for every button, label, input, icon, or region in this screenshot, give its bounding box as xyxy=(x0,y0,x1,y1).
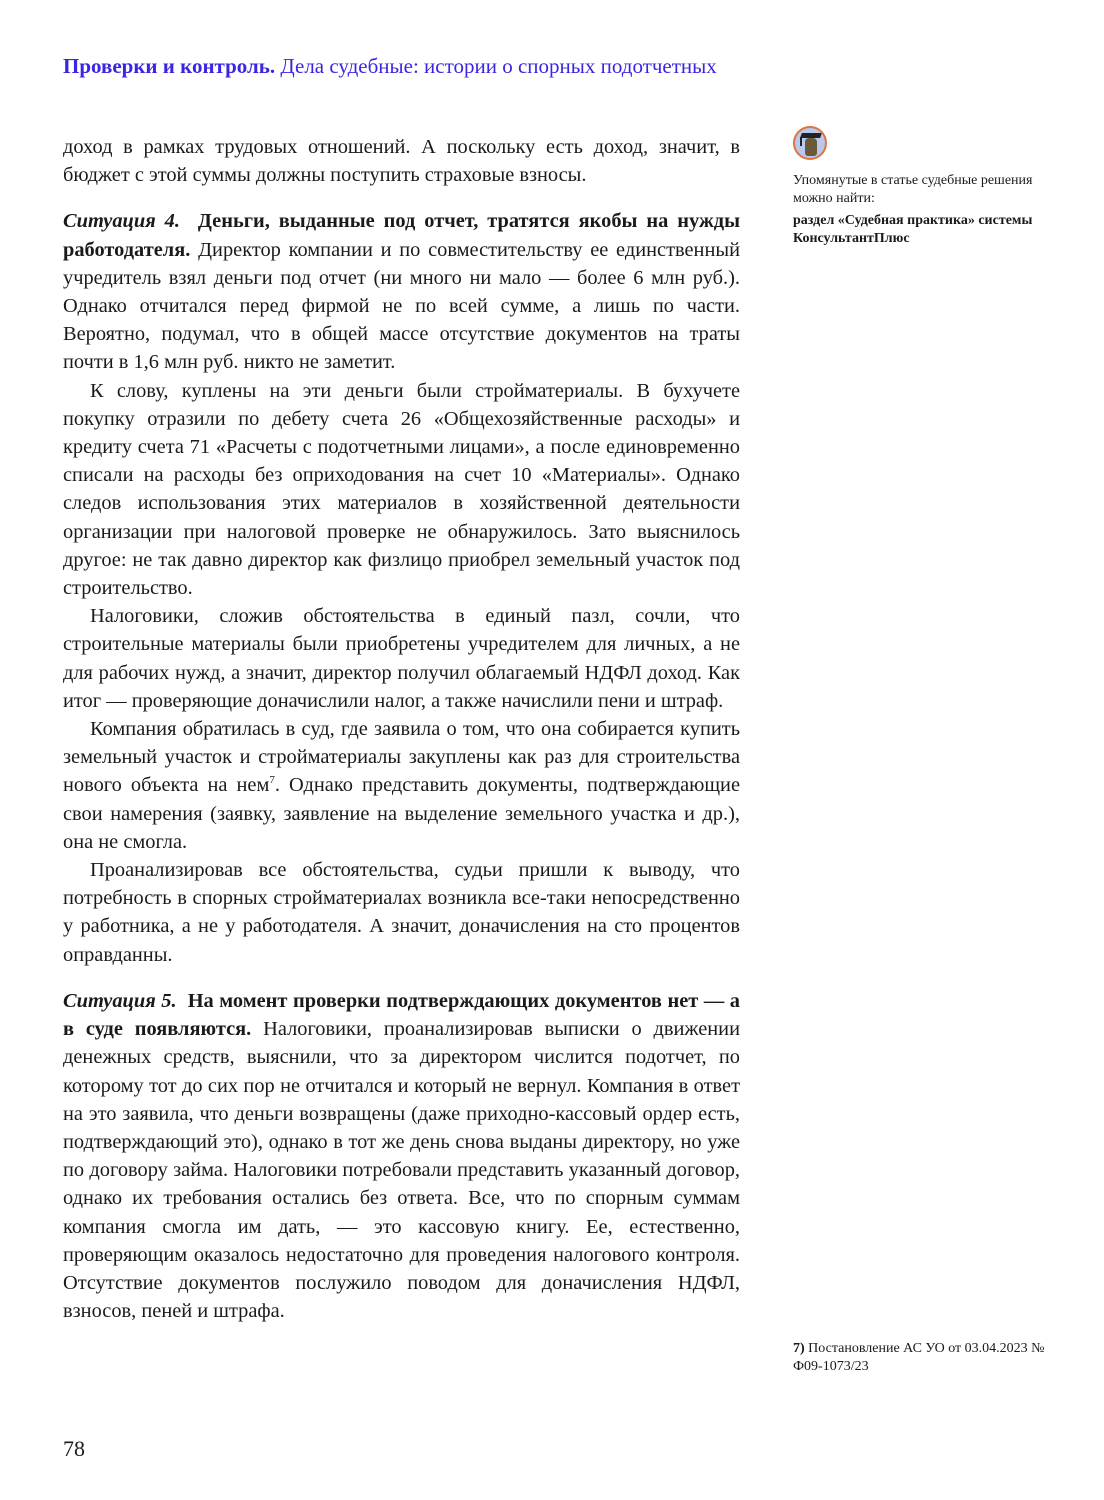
situation-5-title: На момент проверки подтверждающих документов нет — а в суде появляются. xyxy=(63,989,740,1041)
situation-5-text: Налоговики, проанализировав выписки о движении денежных средств, выяснили, что за директором числится подотчет, по которому тот до сих пор не отчитался и который не вернул. Компания в ответ на это заявила, что деньги возвращены (даже приходно-кассовый ордер есть, подтверждающий это), однако в тот же день снова выданы директору, но уже по договору займа. Налоговики потребовали представить указанный договор, однако их требования остались без ответа. Все, что по спорным суммам компания смогла им дать, — это кассовую книгу. Ее, естественно, проверяющим оказалось недостаточно для проведения налогового контроля. Отсутствие документов послужило поводом для доначисления НДФЛ, взносов, пеней и штрафа. xyxy=(63,1018,740,1323)
situation-4-title: Деньги, выданные под отчет, тратятся якобы на нужды работодателя. xyxy=(63,210,740,261)
footnote xyxy=(793,1340,1053,1376)
paragraph-text: Компания обратилась в суд, где заявила о том, что она собирается купить земельный участок и стройматериалы закуплены как раз для строительства нового объекта на нем xyxy=(63,718,740,797)
situation-5-lead xyxy=(63,987,740,1325)
paragraph: Проанализировав все обстоятельства, судьи пришли к выводу, что потребность в спорных стройматериалах возникла все-таки непосредственно у работника, а не у работодателя. А значит, доначисления на сто процентов оправданны. xyxy=(63,859,740,966)
intro-paragraph: доход в рамках трудовых отношений. А поскольку есть доход, значит, в бюджет с этой суммы должны поступить страховые взносы. xyxy=(63,136,740,187)
footnote-text: Постановление АС УО от 03.04.2023 № Ф09-1073/23 xyxy=(793,1341,1045,1374)
paragraph xyxy=(63,715,740,856)
paragraph: К слову, куплены на эти деньги были стройматериалы. В бухучете покупку отразили по дебету счета 26 «Общехозяйственные расходы» и кредиту счета 71 «Расчеты с подотчетными лицами», а после единовременно списали на расходы без оприходования на счет 10 «Материалы». Однако следов использования этих материалов в хозяйственной деятельности организации при налоговой проверке не обнаружилось. Зато выяснилось другое: не так давно директор как физлицо приобрел земельный участок под строительство. xyxy=(63,379,740,600)
paragraph: Налоговики, сложив обстоятельства в единый пазл, сочли, что строительные материалы были приобретены учредителем для личных, а не для рабочих нужд, а значит, директор получил облагаемый НДФЛ доход. Как итог — проверяющие доначислили налог, а также начислили пени и штраф. xyxy=(63,605,740,712)
paragraph-text: . Однако представить документы, подтверждающие свои намерения (заявку, заявление на выделение земельного участка и др.), она не смогла. xyxy=(63,774,741,853)
section-name: Проверки и контроль. xyxy=(63,54,276,78)
scholar-avatar-icon xyxy=(793,126,827,160)
situation-4-text: Директор компании и по совместительству ее единственный учредитель взял деньги под отчет (ни много ни мало — более 6 млн руб.). Однако отчитался перед фирмой не по всей сумме, а лишь по части. Вероятно, подумал, что в общей массе отсутствие документов на траты почти в 1,6 млн руб. никто не заметит. xyxy=(63,238,740,374)
footnote-reference[interactable]: 7 xyxy=(269,774,275,787)
sidebar-note-text: Упомянутые в статье судебные решения можно найти: xyxy=(793,173,1033,206)
situation-4-lead xyxy=(63,207,740,376)
situation-5-label: Ситуация 5. xyxy=(63,989,177,1012)
situation-4-label: Ситуация 4. xyxy=(63,210,180,233)
sidebar-note xyxy=(793,126,1033,248)
sidebar-note-source: раздел «Судебная практика» системы КонсультантПлюс xyxy=(793,213,1033,246)
running-header xyxy=(63,54,717,79)
article-title: Дела судебные: истории о спорных подотчетных xyxy=(280,54,717,78)
article-body xyxy=(63,133,740,1325)
footnote-number: 7) xyxy=(793,1341,805,1356)
page-number: 78 xyxy=(63,1436,85,1461)
